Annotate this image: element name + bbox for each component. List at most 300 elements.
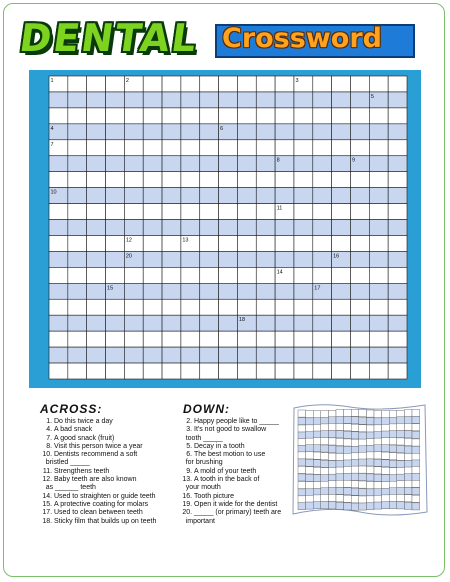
grid-cell[interactable] [294,283,313,299]
grid-cell[interactable] [275,76,294,92]
grid-cell[interactable] [87,140,106,156]
grid-cell[interactable] [332,235,351,251]
grid-cell[interactable] [124,92,143,108]
grid-cell[interactable] [369,315,388,331]
grid-cell[interactable] [313,299,332,315]
grid-cell[interactable] [181,363,200,379]
grid-cell[interactable] [106,92,125,108]
grid-cell[interactable] [106,204,125,220]
grid-cell[interactable] [106,331,125,347]
grid-cell[interactable] [68,347,87,363]
grid-cell[interactable] [87,124,106,140]
grid-cell[interactable] [332,140,351,156]
grid-cell[interactable] [181,188,200,204]
grid-cell[interactable] [87,172,106,188]
grid-cell[interactable] [219,299,238,315]
grid-cell[interactable] [313,204,332,220]
grid-cell[interactable] [143,156,162,172]
grid-cell[interactable] [68,331,87,347]
grid-cell[interactable] [162,92,181,108]
grid-cell[interactable] [332,188,351,204]
grid-cell[interactable] [162,124,181,140]
grid-cell[interactable] [256,220,275,236]
grid-cell[interactable] [350,124,369,140]
grid-cell[interactable] [49,347,68,363]
grid-cell[interactable] [106,363,125,379]
grid-cell[interactable] [388,251,407,267]
grid-cell[interactable] [143,140,162,156]
grid-cell[interactable] [350,108,369,124]
grid-cell[interactable] [68,124,87,140]
grid-cell[interactable] [49,267,68,283]
grid-cell[interactable] [219,76,238,92]
grid-cell[interactable] [313,108,332,124]
grid-cell[interactable] [162,315,181,331]
grid-cell[interactable] [200,108,219,124]
grid-cell[interactable] [124,140,143,156]
grid-cell[interactable] [49,315,68,331]
grid-cell[interactable] [388,315,407,331]
grid-cell[interactable] [350,140,369,156]
grid-cell[interactable] [256,188,275,204]
grid-cell[interactable] [219,140,238,156]
grid-cell[interactable] [313,267,332,283]
grid-cell[interactable] [313,251,332,267]
grid-cell[interactable] [162,76,181,92]
grid-cell[interactable] [200,363,219,379]
grid-cell[interactable] [294,156,313,172]
grid-cell[interactable] [162,156,181,172]
grid-cell[interactable] [294,363,313,379]
grid-cell[interactable] [87,331,106,347]
grid-cell[interactable] [68,156,87,172]
grid-cell[interactable] [106,140,125,156]
grid-cell[interactable] [275,315,294,331]
grid-cell[interactable] [181,204,200,220]
grid-cell[interactable] [237,331,256,347]
grid-cell[interactable] [162,251,181,267]
grid-cell[interactable] [388,363,407,379]
grid-cell[interactable] [143,204,162,220]
grid-cell[interactable] [219,267,238,283]
grid-cell[interactable] [87,347,106,363]
grid-cell[interactable] [256,156,275,172]
grid-cell[interactable] [388,172,407,188]
grid-cell[interactable] [219,315,238,331]
grid-cell[interactable] [106,156,125,172]
grid-cell[interactable] [162,363,181,379]
grid-cell[interactable] [275,140,294,156]
grid-cell[interactable] [369,204,388,220]
grid-cell[interactable] [313,172,332,188]
grid-cell[interactable] [200,188,219,204]
grid-cell[interactable] [68,315,87,331]
grid-cell[interactable] [332,299,351,315]
grid-cell[interactable] [106,220,125,236]
grid-cell[interactable] [124,172,143,188]
grid-cell[interactable] [313,156,332,172]
grid-cell[interactable] [49,92,68,108]
grid-cell[interactable] [350,76,369,92]
grid-cell[interactable] [106,76,125,92]
grid-cell[interactable] [294,235,313,251]
grid-cell[interactable] [388,220,407,236]
grid-cell[interactable] [49,299,68,315]
grid-cell[interactable] [332,204,351,220]
grid-cell[interactable] [256,267,275,283]
grid-cell[interactable] [162,188,181,204]
grid-cell[interactable] [388,140,407,156]
grid-cell[interactable] [332,220,351,236]
grid-cell[interactable] [350,347,369,363]
grid-cell[interactable] [200,315,219,331]
grid-cell[interactable] [294,172,313,188]
grid-cell[interactable] [237,267,256,283]
grid-cell[interactable] [275,108,294,124]
grid-cell[interactable] [124,156,143,172]
grid-cell[interactable] [237,156,256,172]
grid-cell[interactable] [237,92,256,108]
grid-cell[interactable] [256,140,275,156]
grid-cell[interactable] [388,283,407,299]
grid-cell[interactable] [181,331,200,347]
grid-cell[interactable] [124,315,143,331]
grid-cell[interactable] [294,220,313,236]
grid-cell[interactable] [181,299,200,315]
grid-cell[interactable] [124,331,143,347]
grid-cell[interactable] [350,363,369,379]
grid-cell[interactable] [143,331,162,347]
grid-cell[interactable] [275,220,294,236]
grid-cell[interactable] [181,220,200,236]
grid-cell[interactable] [181,156,200,172]
grid-cell[interactable] [106,108,125,124]
grid-cell[interactable] [219,204,238,220]
grid-cell[interactable] [219,108,238,124]
grid-cell[interactable] [181,172,200,188]
grid-cell[interactable] [143,251,162,267]
grid-cell[interactable] [124,299,143,315]
grid-cell[interactable] [200,92,219,108]
grid-cell[interactable] [350,315,369,331]
grid-cell[interactable] [294,315,313,331]
grid-cell[interactable] [237,124,256,140]
grid-cell[interactable] [200,235,219,251]
grid-cell[interactable] [87,235,106,251]
grid-cell[interactable] [87,251,106,267]
grid-cell[interactable] [181,347,200,363]
grid-cell[interactable] [124,363,143,379]
grid-cell[interactable] [332,267,351,283]
grid-cell[interactable] [256,251,275,267]
grid-cell[interactable] [256,124,275,140]
grid-cell[interactable] [87,156,106,172]
grid-cell[interactable] [49,251,68,267]
grid-cell[interactable] [294,124,313,140]
grid-cell[interactable] [162,235,181,251]
grid-cell[interactable] [294,251,313,267]
grid-cell[interactable] [237,299,256,315]
grid-cell[interactable] [332,283,351,299]
grid-cell[interactable] [388,235,407,251]
grid-cell[interactable] [369,347,388,363]
grid-cell[interactable] [49,283,68,299]
grid-cell[interactable] [68,76,87,92]
grid-cell[interactable] [162,172,181,188]
grid-cell[interactable] [294,204,313,220]
grid-cell[interactable] [219,188,238,204]
grid-cell[interactable] [313,347,332,363]
grid-cell[interactable] [294,108,313,124]
grid-cell[interactable] [219,220,238,236]
grid-cell[interactable] [87,220,106,236]
grid-cell[interactable] [313,76,332,92]
grid-cell[interactable] [388,331,407,347]
grid-cell[interactable] [332,124,351,140]
grid-cell[interactable] [313,220,332,236]
grid-cell[interactable] [106,299,125,315]
grid-cell[interactable] [200,267,219,283]
grid-cell[interactable] [219,235,238,251]
grid-cell[interactable] [350,220,369,236]
grid-cell[interactable] [219,92,238,108]
grid-cell[interactable] [332,363,351,379]
grid-cell[interactable] [143,283,162,299]
grid-cell[interactable] [275,347,294,363]
grid-cell[interactable] [369,251,388,267]
grid-cell[interactable] [181,76,200,92]
grid-cell[interactable] [388,156,407,172]
grid-cell[interactable] [87,108,106,124]
grid-cell[interactable] [106,172,125,188]
grid-cell[interactable] [68,235,87,251]
grid-cell[interactable] [49,172,68,188]
grid-cell[interactable] [256,204,275,220]
grid-cell[interactable] [200,140,219,156]
grid-cell[interactable] [350,299,369,315]
grid-cell[interactable] [162,347,181,363]
grid-cell[interactable] [369,76,388,92]
grid-cell[interactable] [275,235,294,251]
grid-cell[interactable] [162,267,181,283]
grid-cell[interactable] [106,251,125,267]
grid-cell[interactable] [256,283,275,299]
grid-cell[interactable] [350,188,369,204]
grid-cell[interactable] [256,299,275,315]
grid-cell[interactable] [200,156,219,172]
grid-cell[interactable] [143,172,162,188]
grid-cell[interactable] [237,347,256,363]
grid-cell[interactable] [200,331,219,347]
grid-cell[interactable] [87,76,106,92]
grid-cell[interactable] [68,299,87,315]
grid-cell[interactable] [294,140,313,156]
grid-cell[interactable] [388,76,407,92]
grid-cell[interactable] [369,140,388,156]
grid-cell[interactable] [49,331,68,347]
grid-cell[interactable] [87,363,106,379]
grid-cell[interactable] [143,92,162,108]
grid-cell[interactable] [313,331,332,347]
grid-cell[interactable] [388,299,407,315]
grid-cell[interactable] [388,347,407,363]
grid-cell[interactable] [256,347,275,363]
grid-cell[interactable] [369,124,388,140]
grid-cell[interactable] [181,140,200,156]
grid-cell[interactable] [49,156,68,172]
grid-cell[interactable] [143,188,162,204]
grid-cell[interactable] [237,76,256,92]
grid-cell[interactable] [143,76,162,92]
grid-cell[interactable] [237,363,256,379]
grid-cell[interactable] [237,204,256,220]
grid-cell[interactable] [219,347,238,363]
grid-cell[interactable] [275,124,294,140]
grid-cell[interactable] [200,220,219,236]
grid-cell[interactable] [294,331,313,347]
grid-cell[interactable] [143,363,162,379]
grid-cell[interactable] [68,172,87,188]
grid-cell[interactable] [369,108,388,124]
grid-cell[interactable] [68,267,87,283]
grid-cell[interactable] [68,220,87,236]
grid-cell[interactable] [275,251,294,267]
grid-cell[interactable] [332,172,351,188]
grid-cell[interactable] [332,76,351,92]
grid-cell[interactable] [200,172,219,188]
grid-cell[interactable] [332,331,351,347]
grid-cell[interactable] [200,251,219,267]
grid-cell[interactable] [369,299,388,315]
grid-cell[interactable] [68,140,87,156]
grid-cell[interactable] [181,315,200,331]
grid-cell[interactable] [294,299,313,315]
grid-cell[interactable] [68,204,87,220]
grid-cell[interactable] [106,124,125,140]
grid-cell[interactable] [332,92,351,108]
grid-cell[interactable] [200,347,219,363]
grid-cell[interactable] [68,92,87,108]
grid-cell[interactable] [388,188,407,204]
grid-cell[interactable] [143,315,162,331]
grid-cell[interactable] [369,363,388,379]
grid-cell[interactable] [237,140,256,156]
grid-cell[interactable] [162,331,181,347]
grid-cell[interactable] [106,188,125,204]
grid-cell[interactable] [332,108,351,124]
grid-cell[interactable] [313,140,332,156]
grid-cell[interactable] [106,347,125,363]
grid-cell[interactable] [294,267,313,283]
grid-cell[interactable] [162,299,181,315]
grid-cell[interactable] [256,363,275,379]
grid-cell[interactable] [369,172,388,188]
grid-cell[interactable] [332,347,351,363]
grid-cell[interactable] [219,251,238,267]
grid-cell[interactable] [256,331,275,347]
grid-cell[interactable] [275,283,294,299]
grid-cell[interactable] [143,235,162,251]
grid-cell[interactable] [49,108,68,124]
grid-cell[interactable] [143,299,162,315]
grid-cell[interactable] [181,108,200,124]
grid-cell[interactable] [350,172,369,188]
grid-cell[interactable] [106,267,125,283]
grid-cell[interactable] [162,108,181,124]
grid-cell[interactable] [87,299,106,315]
grid-cell[interactable] [369,156,388,172]
grid-cell[interactable] [143,124,162,140]
grid-cell[interactable] [49,363,68,379]
grid-cell[interactable] [275,92,294,108]
grid-cell[interactable] [219,331,238,347]
grid-cell[interactable] [106,315,125,331]
grid-cell[interactable] [219,363,238,379]
grid-cell[interactable] [275,172,294,188]
grid-cell[interactable] [87,92,106,108]
grid-cell[interactable] [237,188,256,204]
grid-cell[interactable] [237,235,256,251]
grid-cell[interactable] [237,220,256,236]
grid-cell[interactable] [256,92,275,108]
grid-cell[interactable] [49,235,68,251]
grid-cell[interactable] [219,283,238,299]
grid-cell[interactable] [200,283,219,299]
grid-cell[interactable] [200,204,219,220]
grid-cell[interactable] [237,251,256,267]
grid-cell[interactable] [68,251,87,267]
grid-cell[interactable] [275,299,294,315]
grid-cell[interactable] [162,220,181,236]
grid-cell[interactable] [388,108,407,124]
grid-cell[interactable] [124,347,143,363]
grid-cell[interactable] [143,108,162,124]
grid-cell[interactable] [124,108,143,124]
grid-cell[interactable] [124,204,143,220]
grid-cell[interactable] [369,235,388,251]
grid-cell[interactable] [162,283,181,299]
grid-cell[interactable] [332,156,351,172]
grid-cell[interactable] [181,92,200,108]
grid-cell[interactable] [369,220,388,236]
grid-cell[interactable] [219,172,238,188]
grid-cell[interactable] [143,347,162,363]
grid-cell[interactable] [87,315,106,331]
grid-cell[interactable] [350,204,369,220]
grid-cell[interactable] [106,235,125,251]
grid-cell[interactable] [294,92,313,108]
grid-cell[interactable] [237,172,256,188]
grid-cell[interactable] [313,315,332,331]
grid-cell[interactable] [124,220,143,236]
grid-cell[interactable] [294,347,313,363]
grid-cell[interactable] [369,188,388,204]
grid-cell[interactable] [181,251,200,267]
grid-cell[interactable] [256,108,275,124]
grid-cell[interactable] [200,76,219,92]
grid-cell[interactable] [181,267,200,283]
grid-cell[interactable] [350,331,369,347]
grid-cell[interactable] [87,204,106,220]
grid-cell[interactable] [313,92,332,108]
grid-cell[interactable] [256,315,275,331]
grid-cell[interactable] [313,188,332,204]
grid-cell[interactable] [124,188,143,204]
grid-cell[interactable] [388,124,407,140]
grid-cell[interactable] [124,124,143,140]
grid-cell[interactable] [369,267,388,283]
grid-cell[interactable] [124,267,143,283]
